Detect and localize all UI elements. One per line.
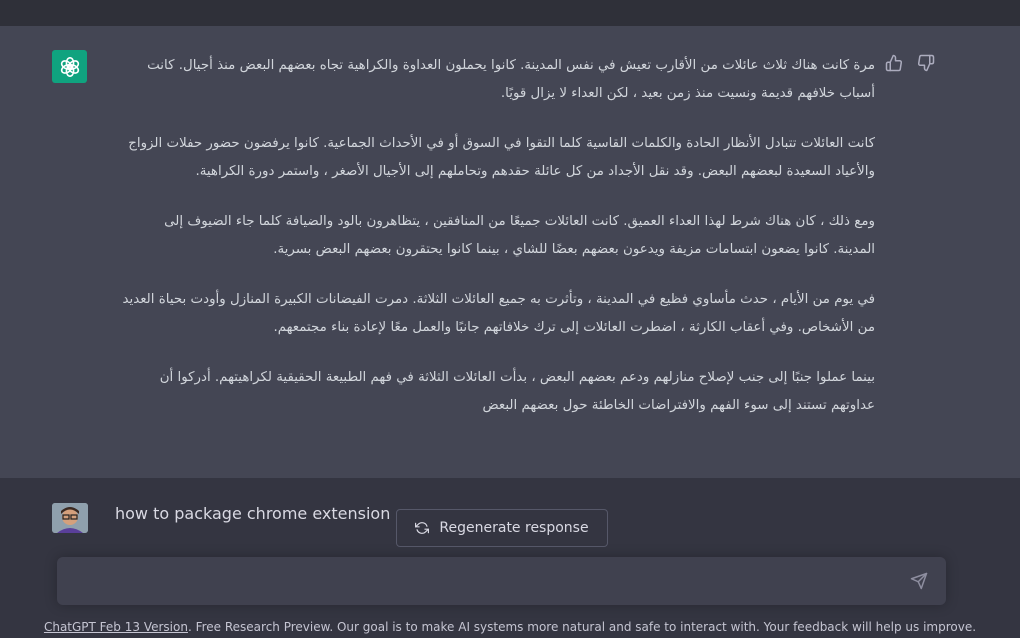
refresh-icon — [415, 521, 429, 535]
assistant-paragraph: كانت العائلات تتبادل الأنظار الحادة والكلمات القاسية كلما التقوا في السوق أو في الأحداث الجماعية. كانوا يرفضون حضور حفلات الزواج والأعياد السعيدة لبعضهم البعض. وقد نقل الأجداد من كل عائلة حقدهم وتحاملهم إلى الأجيال الأصغر ، واستمر دورة الكراهية. — [128, 136, 875, 179]
assistant-paragraph: ومع ذلك ، كان هناك شرط لهذا العداء العميق. كانت العائلات جميعًا من المنافقين ، يتظاهرون بالود والضيافة كلما جاء الضيوف إلى المدينة. كانوا يضعون ابتسامات مزيفة ويدعون بعضهم بعضًا للشاي ، بينما كانوا يحتقرون بعضهم البعض بسرية. — [164, 214, 875, 257]
thumbs-up-button[interactable] — [884, 53, 904, 73]
thumbs-down-icon — [917, 54, 935, 72]
assistant-paragraph: في يوم من الأيام ، حدث مأساوي فظيع في المدينة ، وتأثرت به جميع العائلات الثلاثة. دمرت الفيضانات الكبيرة المنازل وأودت بحياة العديد من الأشخاص. وفي أعقاب الكارثة ، اضطرت العائلات إلى ترك خلافاتهم جانبًا والعمل معًا لإعادة بناء مجتمعهم. — [122, 292, 875, 335]
assistant-paragraph: بينما عملوا جنبًا إلى جنب لإصلاح منازلهم ودعم بعضهم البعض ، بدأت العائلات الثلاثة في فهم الطبيعة الحقيقية لكراهيتهم. أدركوا أن عداوتهم تستند إلى سوء الفهم والافتراضات الخاطئة حول بعضهم البعض — [159, 370, 875, 413]
thumbs-up-icon — [885, 54, 903, 72]
thumbs-down-button[interactable] — [916, 53, 936, 73]
message-composer[interactable] — [57, 557, 946, 605]
footer-disclaimer — [0, 616, 1020, 638]
regenerate-label: Regenerate response — [439, 520, 589, 536]
user-message-text: how to package chrome extension — [115, 504, 391, 523]
user-avatar — [52, 503, 88, 533]
assistant-paragraph: مرة كانت هناك ثلاث عائلات من الأقارب تعيش في نفس المدينة. كانوا يحملون العداوة والكراهية تجاه بعضهم البعض منذ أجيال. كانت أسباب خلافهم قديمة ونسيت منذ زمن بعيد ، لكن العداء لا يزال قويًا. — [147, 58, 875, 101]
footer-text: . Free Research Preview. Our goal is to make AI systems more natural and safe to interact with. Your feedback will help us improve. — [187, 620, 977, 634]
openai-logo-icon — [58, 55, 82, 79]
regenerate-button[interactable] — [396, 509, 608, 547]
version-link[interactable]: ChatGPT Feb 13 Version — [43, 620, 188, 634]
feedback-buttons — [884, 53, 936, 73]
top-strip — [0, 0, 1020, 26]
assistant-message-text — [120, 52, 875, 442]
send-icon[interactable] — [910, 572, 928, 590]
assistant-avatar — [52, 50, 87, 83]
